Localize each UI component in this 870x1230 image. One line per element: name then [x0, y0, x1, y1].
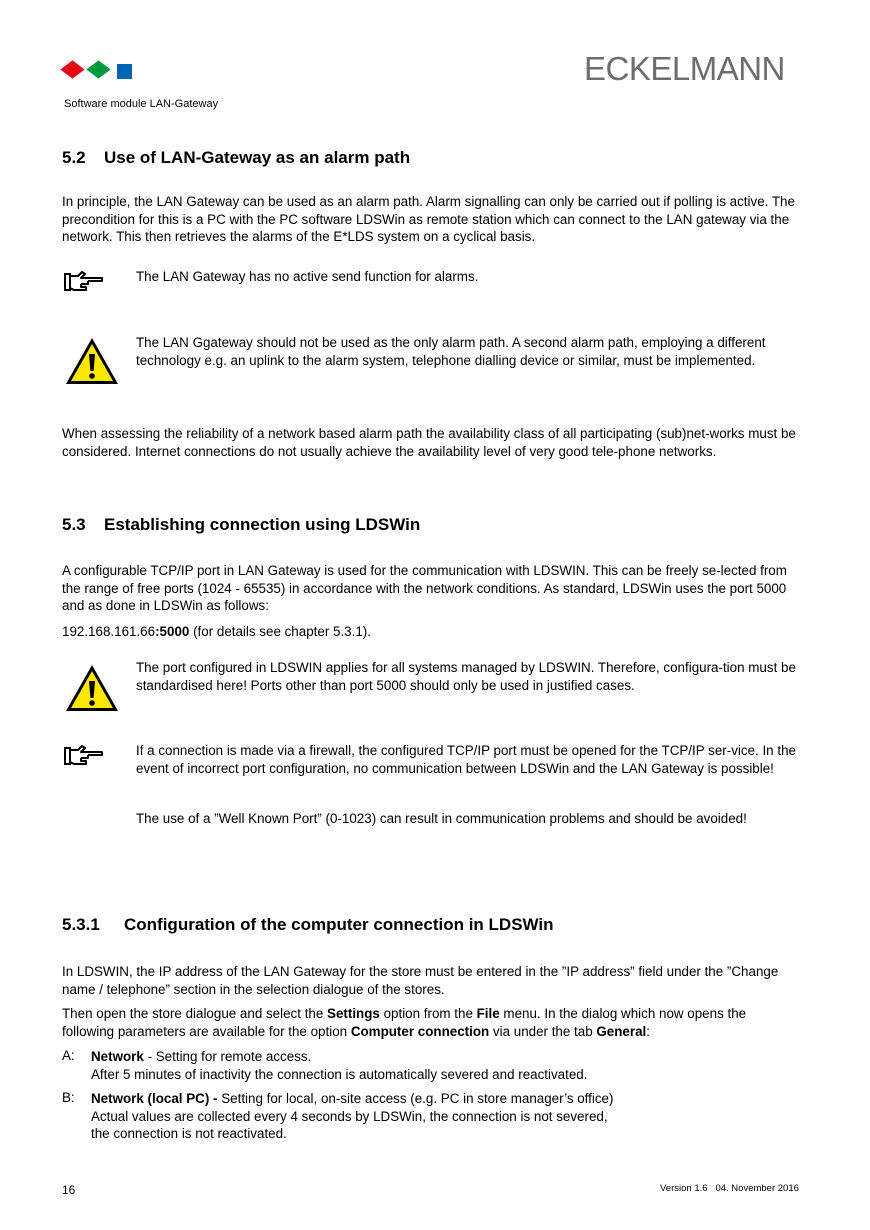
list-item-line: Actual values are collected every 4 seconds by LDSWin, the connection is not severed, [91, 1108, 608, 1124]
paragraph: In LDSWIN, the IP address of the LAN Gateway for the store must be entered in the ”IP address” field under the ”Change name / telephone” section in the selection dialogue of the stores. [62, 964, 779, 997]
section-heading-5-2 [62, 148, 410, 168]
section-heading-5-3-1 [62, 915, 554, 935]
ip-note: (for details see chapter 5.3.1). [189, 624, 371, 639]
logo-red-square [60, 60, 84, 78]
text-run: : [646, 1023, 650, 1039]
text-run: Then open the store dialogue and select the [62, 1006, 328, 1021]
section-number: 5.3.1 [62, 915, 100, 934]
list-item-a [91, 1048, 796, 1083]
menu-option-settings: Settings [327, 1006, 380, 1021]
note-text: The use of a ”Well Known Port” (0-1023) can result in communication problems and should be avoided! [136, 811, 747, 826]
logo-blue-square [117, 64, 132, 79]
note-text: The LAN Gateway has no active send function for alarms. [136, 269, 479, 284]
text-run: option from the [379, 1006, 477, 1021]
document-subtitle: Software module LAN-Gateway [64, 98, 219, 110]
ip-port: :5000 [155, 624, 190, 639]
warning-text: The port configured in LDSWIN applies for all systems managed by LDSWIN. Therefore, configura-tion must be standardised here! Ports other than port 5000 should only be used in justified cases. [136, 660, 796, 693]
pointing-hand-icon [64, 270, 104, 294]
paragraph: A configurable TCP/IP port in LAN Gateway is used for the communication with LDSWIN. This can be freely se-lected from the range of free ports (1024 - 65535) in accordance with the network conditions. As standard, LDSWin uses the port 5000 and as done in LDSWin as follows: [62, 563, 787, 613]
list-item-line: the connection is not reactivated. [91, 1126, 287, 1141]
version-info: Version 1.6 04. November 2016 [660, 1183, 799, 1194]
paragraph [62, 1005, 797, 1040]
list-label-a: A: [62, 1048, 75, 1063]
item-desc: Setting for local, on-site access (e.g. PC in store manager’s office) [217, 1091, 614, 1106]
ip-address-line [62, 623, 797, 641]
list-item-line [91, 1090, 796, 1108]
section-title: Establishing connection using LDSWin [104, 515, 421, 534]
option-computer-connection: Computer connection [350, 1023, 490, 1039]
text-run: via under the tab [489, 1023, 597, 1039]
logo-green-square [86, 60, 110, 78]
section-heading-5-3 [62, 515, 420, 535]
warning-triangle-icon [64, 336, 120, 386]
item-desc: - Setting for remote access. [143, 1049, 312, 1064]
warning-triangle-icon [64, 663, 120, 713]
list-item-line [91, 1048, 796, 1066]
menu-file: File [476, 1006, 500, 1021]
section-title: Use of LAN-Gateway as an alarm path [104, 148, 411, 167]
text-run: menu. In the dialog which now opens the following parameters are available for the option [62, 1006, 747, 1039]
section-number: 5.3 [62, 515, 86, 534]
paragraph: In principle, the LAN Gateway can be used as an alarm path. Alarm signalling can only be carried out if polling is active. The precondition for this is a PC with the PC software LDSWin as remote station which can connect to the LAN gateway via the network. This then retrieves the alarms of the E*LDS system on a cyclical basis. [62, 194, 795, 244]
item-term: Network (local PC) - [91, 1091, 218, 1106]
note-text: If a connection is made via a firewall, the configured TCP/IP port must be opened for the TCP/IP ser-vice. In the event of incorrect port configuration, no communication between LDSWin and the LAN Gateway is possible! [136, 743, 796, 776]
ip-address: 192.168.161.66 [62, 624, 156, 639]
page-number: 16 [62, 1183, 76, 1197]
list-label-b: B: [62, 1090, 75, 1105]
warning-text: The LAN Ggateway should not be used as the only alarm path. A second alarm path, employing a different technology e.g. an uplink to the alarm system, telephone dialling device or similar, must be implemented. [136, 335, 766, 368]
list-item-line: After 5 minutes of inactivity the connection is automatically severed and reactivated. [91, 1066, 588, 1082]
brand-logo-text: ECKELMANN [584, 50, 785, 87]
pointing-hand-icon [64, 744, 104, 768]
paragraph: When assessing the reliability of a network based alarm path the availability class of all participating (sub)net-works must be considered. Internet connections do not usually achieve the availability level of very good tele-phone networks. [62, 426, 796, 459]
list-item-b [91, 1090, 796, 1143]
tab-general: General [596, 1023, 647, 1039]
item-term: Network [91, 1049, 144, 1064]
section-title: Configuration of the computer connection in LDSWin [124, 915, 554, 934]
section-number: 5.2 [62, 148, 86, 167]
